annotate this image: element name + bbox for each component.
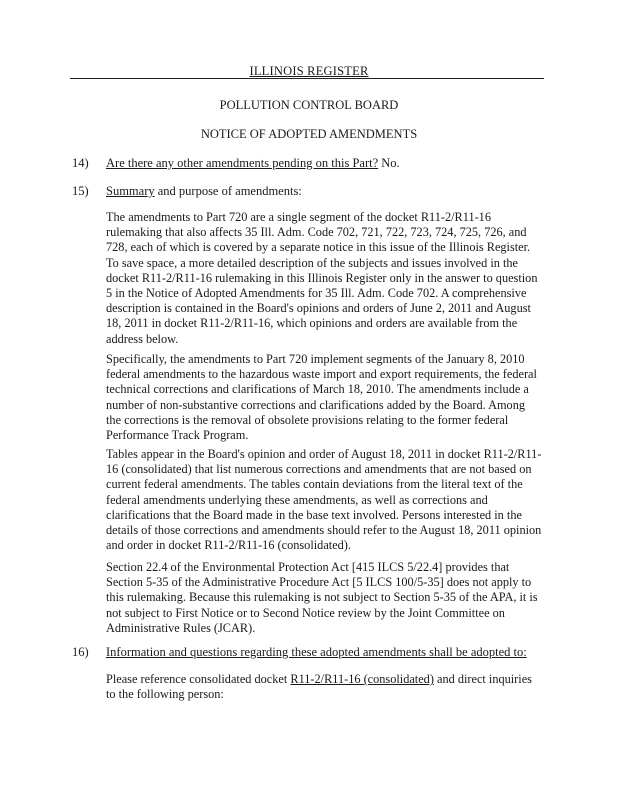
item-16-number: 16) [72, 645, 89, 659]
closing-before: Please reference consolidated docket [106, 672, 291, 686]
paragraph-4 [106, 560, 542, 636]
item-14-answer: No. [381, 156, 400, 170]
closing-text [106, 672, 542, 702]
register-title: ILLINOIS REGISTER [243, 64, 374, 78]
closing-after: and direct inquiries to the following person: [106, 672, 532, 702]
paragraph-text: Section 22.4 of the Environmental Protection Act [415 ILCS 5/22.4] provides that Section 5-35 of the Administrative Procedure Act [5 ILCS 100/5-35] does not apply to this rulemaking. Because this rulemaking is not subject to Section 5-35 of the APA, it is not subject to First Notice or to Second Notice review by the Joint Committee on Administrative Rules (JCAR). [106, 560, 538, 635]
paragraph-text: The amendments to Part 720 are a single segment of the docket R11-2/R11-16 rulemaking that also affects 35 Ill. Adm. Code 702, 721, 722, 723, 724, 725, 726, and 728, each of which is covered by a separate notice in this issue of the Illinois Register. To save space, a more detailed description of the subjects and issues involved in the docket R11-2/R11-16 rulemaking in this Illinois Register only in the answer to question 5 in the Notice of Adopted Amendments for 35 Ill. Adm. Code 702. A comprehensive description is contained in the Board's opinions and orders of June 2, 2011 and August 18, 2011 in docket R11-2/R11-16, which opinions and orders are available from the address below. [106, 210, 538, 346]
paragraph-3 [106, 447, 542, 553]
closing-paragraph [106, 672, 542, 702]
paragraph-1 [106, 210, 542, 347]
item-16-label: Information and questions regarding these adopted amendments shall be adopted to: [106, 645, 527, 659]
closing-docket: R11-2/R11-16 (consolidated) [290, 672, 434, 686]
item-15-number: 15) [72, 184, 89, 198]
item-14-number: 14) [72, 156, 89, 170]
item-15-label-underlined: Summary [106, 184, 155, 198]
paragraph-text: Specifically, the amendments to Part 720 implement segments of the January 8, 2010 federal amendments to the hazardous waste import and export requirements, the federal technical corrections and clarifications of March 18, 2010. The amendments include a number of non-substantive corrections and clarifications added by the Board. Among the corrections is the removal of obsolete provisions relating to the former federal Performance Track Program. [106, 352, 537, 443]
notice-title: NOTICE OF ADOPTED AMENDMENTS [200, 127, 418, 141]
register-header [0, 64, 618, 79]
item-14-text [106, 156, 400, 171]
item-15-text [106, 184, 302, 199]
agency-name: POLLUTION CONTROL BOARD [219, 98, 399, 112]
item-15-label-rest: and purpose of amendments: [154, 184, 302, 198]
paragraph-text: Tables appear in the Board's opinion and order of August 18, 2011 in docket R11-2/R11-16 (consolidated) that list numerous corrections and amendments that are not based on current federal amendments. The tables contain deviations from the literal text of the federal amendments underlying these amendments, as well as corrections and clarifications that the Board made in the base text involved. Persons interested in the details of those corrections and amendments should refer to the August 18, 2011 opinion and order in docket R11-2/R11-16 (consolidated). [106, 447, 542, 553]
paragraph-2 [106, 352, 542, 443]
item-14-label: Are there any other amendments pending on this Part? [106, 156, 379, 170]
